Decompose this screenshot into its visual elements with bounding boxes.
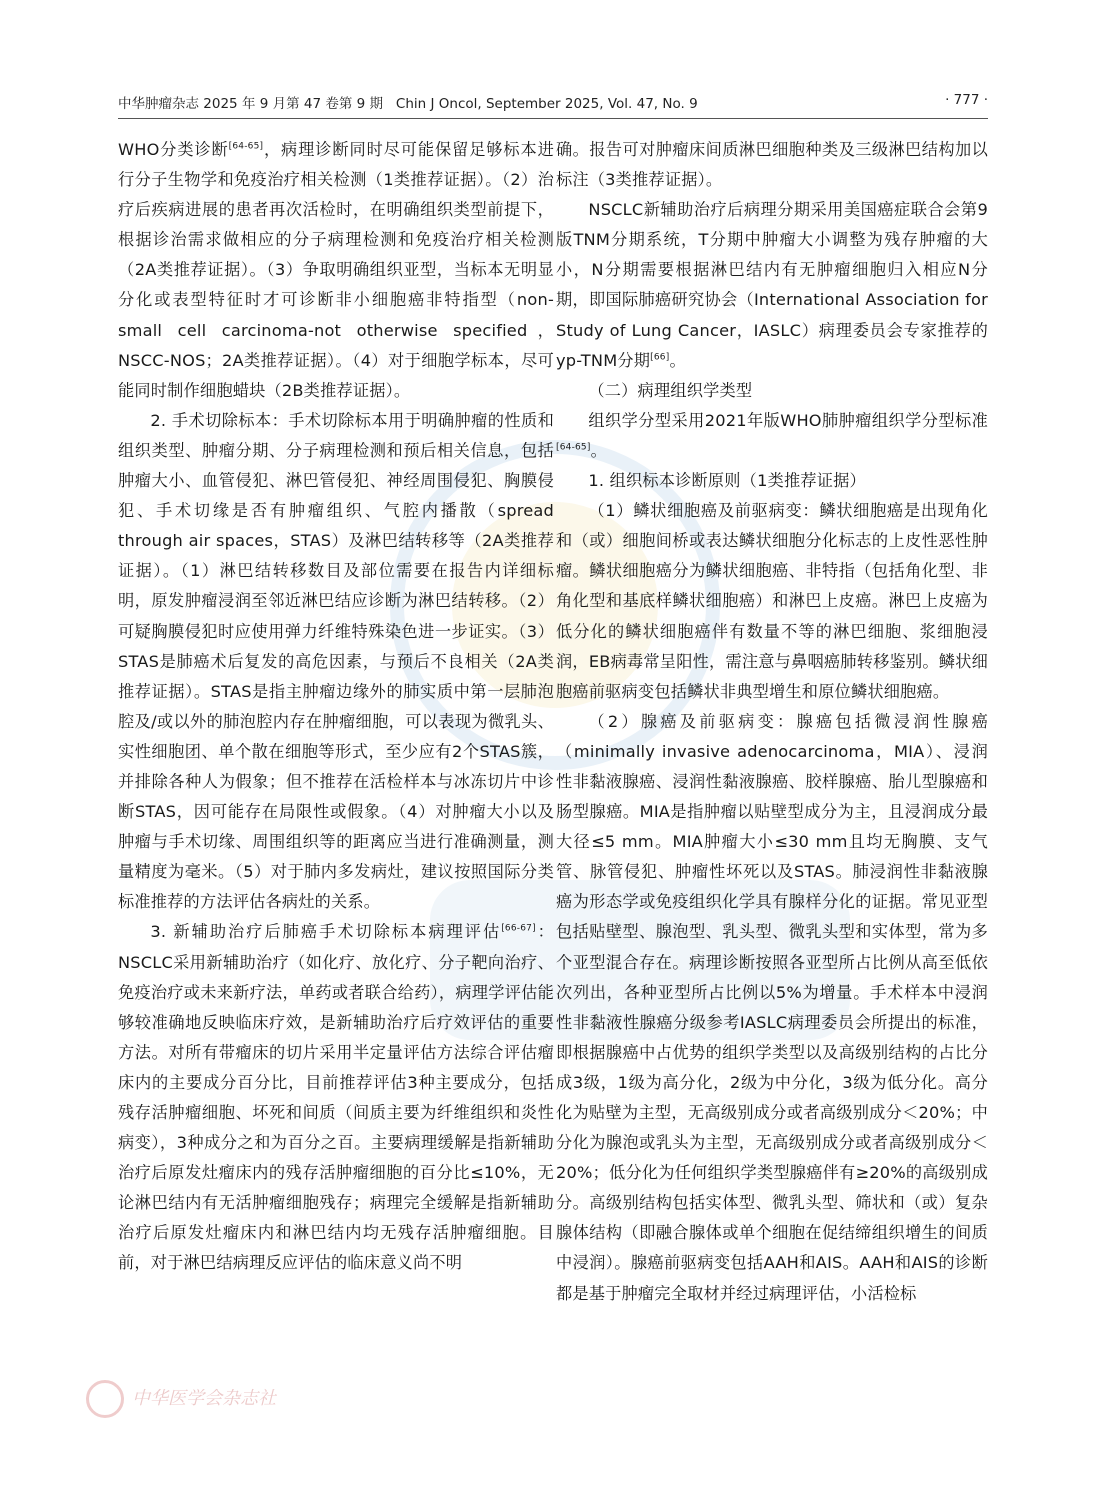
left-column — [118, 135, 554, 1279]
paragraph: （1）鳞状细胞癌及前驱病变：鳞状细胞癌是出现角化和（或）细胞间桥或表达鳞状细胞分化标志的上皮性恶性肿瘤。鳞状细胞癌分为鳞状细胞癌、非特指（包括角化型、非角化型和基底样鳞状细胞癌）和淋巴上皮癌。淋巴上皮癌为低分化的鳞状细胞癌伴有数量不等的淋巴细胞、浆细胞浸润，EB病毒常呈阳性，需注意与鼻咽癌肺转移鉴别。鳞状细胞癌前驱病变包括鳞状非典型增生和原位鳞状细胞癌。 — [556, 501, 988, 701]
journal-citation — [118, 92, 698, 112]
citation-ref: [66] — [650, 352, 670, 363]
citation-ref: [64-65] — [556, 442, 591, 453]
paragraph: 确。报告可对肿瘤床间质淋巴细胞种类及三级淋巴结构加以标注（3类推荐证据）。 — [556, 140, 988, 190]
paragraph: 2. 手术切除标本：手术切除标本用于明确肿瘤的性质和组织类型、肿瘤分期、分子病理检测和预后相关信息，包括肿瘤大小、血管侵犯、淋巴管侵犯、神经周围侵犯、胸膜侵犯、手术切缘是否有肿瘤组织、气腔内播散（spread through air spaces，STAS）及淋巴结转移等（2A类推荐证据）。（1）淋巴结转移数目及部位需要在报告内详细标明，原发肿瘤浸润至邻近淋巴结应诊断为淋巴结转移。（2）可疑胸膜侵犯时应使用弹力纤维特殊染色进一步证实。（3）STAS是肺癌术后复发的高危因素，与预后不良相关（2A类推荐证据）。STAS是指主肿瘤边缘外的肺实质中第一层肺泡腔及/或以外的肺泡腔内存在肿瘤细胞，可以表现为微乳头、实性细胞团、单个散在细胞等形式，至少应有2个STAS簇，并排除各种人为假象；但不推荐在活检样本与冰冻切片中诊断STAS，因可能存在局限性或假象。（4）对肿瘤大小以及肿瘤与手术切缘、周围组织等的距离应当进行准确测量，测量精度为毫米。（5）对于肺内多发病灶，建议按照国际分类标准推荐的方法评估各病灶的关系。 — [118, 410, 554, 912]
paragraph: 组织学分型采用2021年版WHO肺肿瘤组织学分型标准[64-65]。 — [556, 410, 988, 460]
publisher-name: 中华医学会杂志社 — [132, 1388, 276, 1409]
right-column — [556, 135, 988, 1309]
paragraph: NSCLC新辅助治疗后病理分期采用美国癌症联合会第9版TNM分期系统，T分期中肿瘤大小调整为残存肿瘤的大小，N分期需要根据淋巴结内有无肿瘤细胞归入相应N分期，即国际肺癌研究协会（International Association for Study of Lung Cancer，IASLC）病理委员会专家推荐的yp-TNM分期[66]。 — [556, 200, 988, 370]
citation-ref: [66-67] — [501, 924, 536, 935]
page-number: · 777 · — [945, 92, 988, 108]
header-rule — [118, 118, 988, 119]
paragraph: （2）腺癌及前驱病变：腺癌包括微浸润性腺癌（minimally invasive adenocarcinoma，MIA）、浸润性非黏液腺癌、浸润性黏液腺癌、胶样腺癌、胎儿型腺癌和肠型腺癌。MIA是指肿瘤以贴壁型成分为主，且浸润成分最大径≤5 mm。MIA肿瘤大小≤30 mm且均无胸膜、支气管、脉管侵犯、肿瘤性坏死以及STAS。肺浸润性非黏液腺癌为形态学或免疫组织化学具有腺样分化的证据。常见亚型包括贴壁型、腺泡型、乳头型、微乳头型和实体型，常为多个亚型混合存在。病理诊断按照各亚型所占比例从高至低依次列出，各种亚型所占比例以5%为增量。手术样本中浸润性非黏液性腺癌分级参考IASLC病理委员会所提出的标准，即根据腺癌中占优势的组织学类型以及高级别结构的占比分成3级，1级为高分化，2级为中分化，3级为低分化。高分化为贴壁为主型，无高级别成分或者高级别成分＜20%；中分化为腺泡或乳头为主型，无高级别成分或者高级别成分＜20%；低分化为任何组织学类型腺癌伴有≥20%的高级别成分。高级别结构包括实体型、微乳头型、筛状和（或）复杂腺体结构（即融合腺体或单个细胞在促结缔组织增生的间质中浸润）。腺癌前驱病变包括AAH和AIS。AAH和AIS的诊断都是基于肿瘤完全取材并经过病理评估，小活检标 — [556, 711, 988, 1303]
publisher-logo — [86, 1378, 396, 1422]
paragraph: 3. 新辅助治疗后肺癌手术切除标本病理评估[66-67]：NSCLC采用新辅助治疗（如化疗、放化疗、分子靶向治疗、免疫治疗或未来新疗法，单药或者联合给药），病理学评估能够较准确地反映临床疗效，是新辅助治疗后疗效评估的重要方法。对所有带瘤床的切片采用半定量评估方法综合评估瘤床内的主要成分百分比，目前推荐评估3种主要成分，包括残存活肿瘤细胞、坏死和间质（间质主要为纤维组织和炎性病变），3种成分之和为百分之百。主要病理缓解是指新辅助治疗后原发灶瘤床内的残存活肿瘤细胞的百分比≤10%，无论淋巴结内有无活肿瘤细胞残存；病理完全缓解是指新辅助治疗后原发灶瘤床内和淋巴结内均无残存活肿瘤细胞。目前，对于淋巴结病理反应评估的临床意义尚不明 — [118, 922, 554, 1273]
paragraph: 1. 组织标本诊断原则（1类推荐证据） — [588, 471, 866, 491]
publisher-seal-icon — [86, 1380, 124, 1418]
journal-name-cn: 中华肿瘤杂志 2025 年 9 月第 47 卷第 9 期 — [118, 96, 384, 112]
citation-ref: [64-65] — [228, 141, 264, 152]
journal-name-en: Chin J Oncol, September 2025, Vol. 47, No. 9 — [395, 96, 698, 112]
paragraph: WHO分类诊断[64-65]，病理诊断同时尽可能保留足够标本进行分子生物学和免疫治疗相关检测（1类推荐证据）。（2）治疗后疾病进展的患者再次活检时，在明确组织类型前提下，根据诊治需求做相应的分子病理检测和免疫治疗相关检测（2A类推荐证据）。（3）争取明确组织亚型，当标本无明显分化或表型特征时才可诊断非小细胞癌非特指型（non-small cell carcinoma-not otherwise specified，NSCC-NOS；2A类推荐证据）。（4）对于细胞学标本，尽可能同时制作细胞蜡块（2B类推荐证据）。 — [118, 140, 554, 400]
running-header — [118, 92, 988, 112]
paragraph: （二）病理组织学类型 — [588, 380, 753, 400]
